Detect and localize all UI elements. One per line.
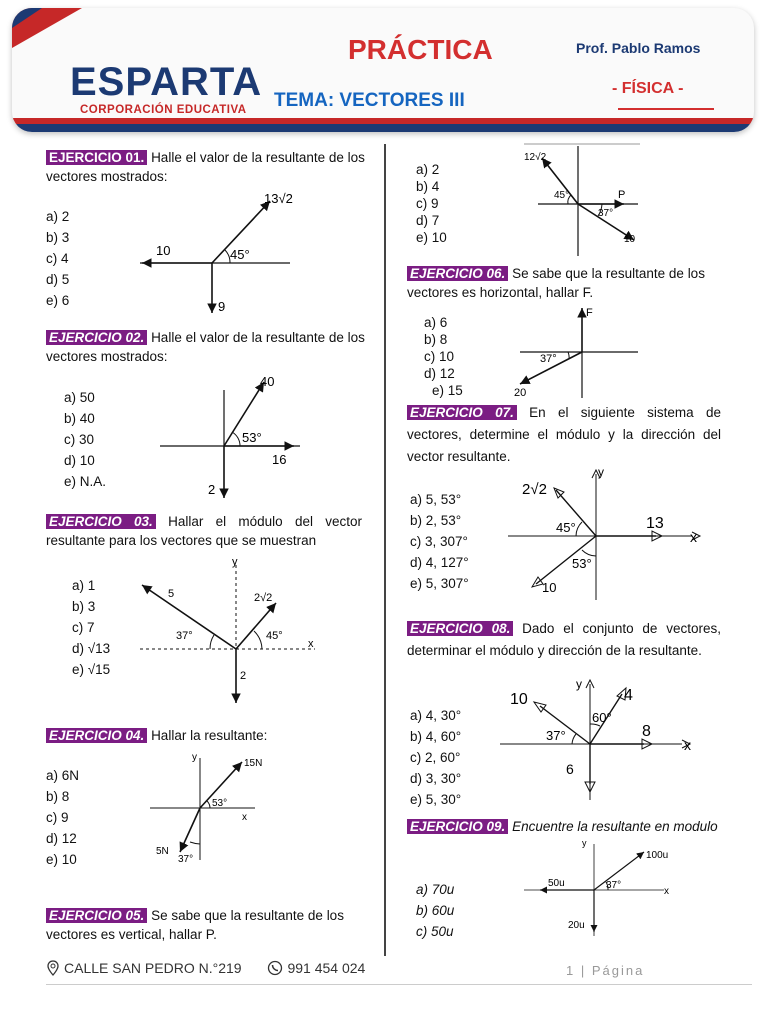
option: a) 2	[416, 162, 440, 177]
option: e) 6	[46, 293, 70, 308]
option: a) 50	[64, 390, 95, 405]
option: a) 70u	[416, 882, 455, 897]
arrowhead	[534, 702, 546, 712]
option: b) 8	[424, 332, 448, 347]
exercise-07-diagram	[506, 464, 706, 606]
label: 40	[260, 374, 275, 389]
exercise-03-diagram	[130, 555, 330, 715]
option: c) 7	[72, 620, 95, 635]
label: 8	[642, 723, 651, 740]
option: e) 5, 30°	[410, 792, 462, 807]
label: F	[586, 307, 593, 319]
exercise-01-text: Halle el valor de la resultante de los vectores mostrados:	[46, 150, 365, 184]
label: 10	[542, 580, 557, 595]
option: c) 50u	[416, 924, 454, 939]
label: 5N	[156, 846, 169, 857]
vector	[180, 808, 200, 852]
option: a) 1	[72, 578, 96, 593]
option: a) 6N	[46, 768, 80, 783]
option: c) 30	[64, 432, 95, 447]
exercise-09-tag: EJERCICIO 09.	[407, 819, 508, 834]
option: a) 2	[46, 209, 70, 224]
logo-text: ESPARTA	[70, 60, 263, 104]
exercise-06-text: Se sabe que la resultante de los vectores es horizontal, hallar F.	[407, 266, 705, 300]
exercise-09-options	[416, 879, 454, 942]
label: y	[598, 465, 604, 479]
option: c) 10	[424, 349, 455, 364]
option: e) 15	[432, 383, 463, 398]
label: 20u	[568, 920, 585, 931]
exercise-04-options	[46, 765, 79, 870]
exercise-07-text: En el siguiente sistema de vectores, determine el módulo y la dirección del vector resultante.	[407, 405, 721, 464]
page-header	[12, 8, 754, 132]
option: c) 4	[46, 251, 69, 266]
exercise-04-diagram	[140, 748, 270, 868]
exercise-06-tag: EJERCICIO 06.	[407, 266, 508, 281]
exercise-08-text: Dado el conjunto de vectores, determinar el módulo y dirección de la resultante.	[407, 621, 721, 658]
label: y	[576, 677, 582, 691]
exercise-04-tag: EJERCICIO 04.	[46, 728, 147, 743]
option: d) 3, 30°	[410, 771, 462, 786]
label: 5	[168, 588, 175, 600]
exercise-07-statement	[407, 402, 721, 468]
exercise-05-options	[416, 161, 447, 246]
header-corner-decoration	[12, 8, 102, 48]
exercise-07-options	[410, 489, 469, 594]
label: x	[684, 737, 691, 753]
option: b) 2, 53°	[410, 513, 462, 528]
exercise-02-tag: EJERCICIO 02.	[46, 330, 147, 345]
exercise-06-options	[424, 314, 463, 399]
exercise-06-statement	[407, 264, 723, 302]
label: P	[618, 189, 626, 201]
exercise-08-tag: EJERCICIO 08.	[407, 621, 513, 636]
label: 53°	[572, 556, 592, 571]
label: 16	[272, 452, 287, 467]
exercise-08-diagram	[496, 672, 706, 812]
option: e) 10	[416, 230, 447, 245]
label: 12√2	[524, 152, 547, 163]
exercise-02-text: Halle el valor de la resultante de los vectores mostrados:	[46, 330, 365, 364]
exercise-04-statement	[46, 726, 376, 745]
label: y	[232, 556, 238, 568]
label: y	[192, 752, 197, 763]
exercise-05-text: Se sabe que la resultante de los vectores es vertical, hallar P.	[46, 908, 344, 942]
label: x	[308, 638, 314, 650]
option: e) N.A.	[64, 474, 107, 489]
exercise-02-options	[64, 387, 106, 492]
option: b) 40	[64, 411, 95, 426]
exercise-01-statement	[46, 148, 376, 186]
exercise-09-text: Encuentre la resultante en modulo	[512, 819, 718, 834]
label: x	[664, 886, 669, 897]
option: d) √13	[72, 641, 111, 656]
logo-subtitle: CORPORACIÓN EDUCATIVA	[80, 104, 247, 116]
option: c) 9	[46, 810, 69, 825]
exercise-09-statement	[407, 816, 725, 838]
label: 10	[510, 691, 528, 708]
option: e) √15	[72, 662, 111, 677]
option: c) 9	[416, 196, 439, 211]
option: c) 2, 60°	[410, 750, 461, 765]
option: d) 5	[46, 272, 70, 287]
label: 20	[514, 387, 527, 399]
label: 37°	[540, 353, 557, 365]
label: 37°	[178, 854, 194, 865]
label: 13	[646, 515, 664, 532]
option: d) 12	[424, 366, 455, 381]
label: 37°	[546, 728, 566, 743]
option: d) 4, 127°	[410, 555, 469, 570]
label: x	[242, 812, 247, 823]
exercise-05-diagram	[520, 142, 644, 262]
option: a) 5, 53°	[410, 492, 462, 507]
footer-address: CALLE SAN PEDRO N.°219	[64, 960, 242, 977]
subject-underline	[618, 108, 714, 110]
label: 10	[624, 234, 636, 245]
page-number: 1 | Página	[566, 963, 645, 978]
label: 9	[218, 299, 226, 314]
label: 45°	[266, 630, 283, 642]
label: y	[582, 838, 587, 848]
exercise-09-diagram	[520, 836, 680, 940]
exercise-02-diagram	[150, 370, 310, 505]
exercise-07-tag: EJERCICIO 07.	[407, 405, 517, 420]
label: 45°	[554, 190, 570, 201]
option: d) 12	[46, 831, 77, 846]
option: b) 4, 60°	[410, 729, 462, 744]
label: 2√2	[522, 481, 547, 498]
exercise-03-tag: EJERCICIO 03.	[46, 514, 156, 529]
label: 100u	[646, 850, 669, 861]
label: 60°	[592, 710, 612, 725]
exercise-03-text: Hallar el módulo del vector resultante para los vectores que se muestran	[46, 514, 362, 548]
option: b) 3	[72, 599, 96, 614]
label: 2	[208, 482, 216, 497]
footer-phone: 991 454 024	[287, 960, 366, 977]
label: 2√2	[254, 592, 273, 604]
exercise-05-statement	[46, 906, 376, 944]
label: 37°	[606, 880, 622, 891]
label: 13√2	[264, 191, 293, 206]
label: 53°	[212, 798, 228, 809]
phone-icon	[267, 960, 283, 979]
option: d) 10	[64, 453, 95, 468]
professor-name: Prof. Pablo Ramos	[576, 40, 701, 56]
exercise-08-options	[410, 705, 461, 810]
label: 45°	[556, 520, 576, 535]
column-divider	[384, 144, 386, 956]
option: a) 4, 30°	[410, 708, 462, 723]
label: 37°	[176, 630, 193, 642]
label: 4	[624, 687, 633, 704]
exercise-04-text: Hallar la resultante:	[151, 728, 268, 743]
option: d) 7	[416, 213, 440, 228]
option: b) 3	[46, 230, 70, 245]
label: 2	[240, 670, 247, 682]
exercise-05-tag: EJERCICIO 05.	[46, 908, 147, 923]
vector	[236, 603, 276, 649]
footer-divider	[46, 984, 752, 985]
label: 6	[566, 761, 574, 777]
exercise-01-options	[46, 206, 69, 311]
exercise-01-diagram	[130, 185, 310, 320]
exercise-06-diagram	[506, 302, 646, 402]
label: x	[690, 529, 697, 545]
exercise-08-statement	[407, 618, 721, 662]
exercise-03-options	[72, 575, 110, 680]
page-title: PRÁCTICA	[348, 34, 493, 65]
option: b) 4	[416, 179, 440, 194]
label: 15N	[244, 758, 263, 769]
exercise-01-tag: EJERCICIO 01.	[46, 150, 147, 165]
page-footer	[46, 960, 365, 979]
subject-label: - FÍSICA -	[612, 80, 684, 97]
option: b) 60u	[416, 903, 455, 918]
option: c) 3, 307°	[410, 534, 468, 549]
label: 37°	[598, 208, 614, 219]
exercise-02-statement	[46, 328, 376, 366]
option: e) 5, 307°	[410, 576, 469, 591]
option: e) 10	[46, 852, 77, 867]
label: 53°	[242, 430, 262, 445]
option: b) 8	[46, 789, 70, 804]
exercise-03-statement	[46, 512, 362, 550]
location-pin-icon	[46, 960, 60, 979]
label: 45°	[230, 247, 250, 262]
label: 50u	[548, 878, 565, 889]
topic-title: TEMA: VECTORES III	[274, 90, 465, 111]
label: 10	[156, 243, 171, 258]
option: a) 6	[424, 315, 448, 330]
header-bottom-stripe	[12, 118, 754, 132]
